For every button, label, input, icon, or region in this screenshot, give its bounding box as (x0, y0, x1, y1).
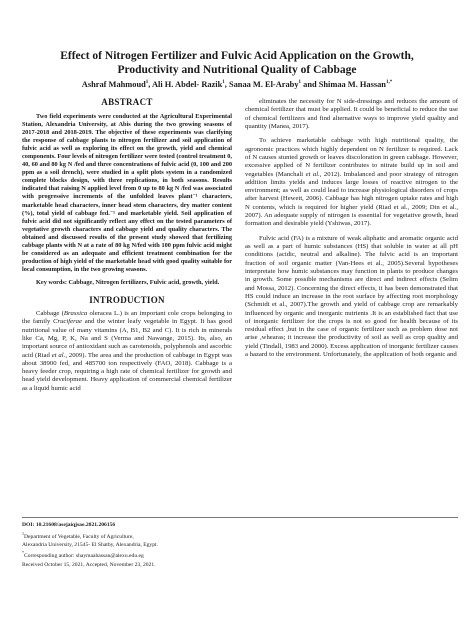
intro-text-3: and the winter leafy vegetable in Egypt. It has good nutritional value of many vitamins (A, B1, B2 and C). It is rich in minerals like Ca, Mg, P, K, Na and S (Verma and Nawange, 2015). Its, also, an important source of antioxidant such as carotenoids, polyphenols and ascorbic acid (Riad (22, 318, 232, 359)
abstract-text: Two field experiments were conducted at the Agricultural Experimental Station, Alexandria University, at Abis during the two growing seasons of 2017-2018 and 2018-2019. The objective of these experiments was clarifying the response of cabbage plants to nitrogen fertilizer and soil application of fulvic acid as well as exploring its effect on the growth, yield and chemical components. Four levels of nitrogen fertilizer were tested (control treatment 0, 40, 60 and 80 kg N /fed and three concentrations of fulvic acid (0, 100 and 200 ppm as a soil drench), were studied in a split plots system in a randomized complete blocks design, with three replications, in both seasons. Results indicated that raising N applied level from 0 up to 80 kg N /fed was associated with progressive increments of the unfolded leaves plant⁻¹ characters, marketable head characters, inner head stem characters, dry matter content (%), total yield of cabbage fed.⁻¹ and marketable yield. Soil application of fulvic acid did not significantly reflect any effect on the tested parameters of vegetative growth characters and cabbage yield and quality characters. The obtained and discussed results of the present study showed that fertilizing cabbage plants with N at a rate of 80 kg N/fed with 100 ppm fulvic acid might be considered as an adequate and efficient treatment combination for the production of high yield of the marketable head with good quality suitable for local consumption, in the two growing seasons. (22, 113, 232, 273)
right-p2-text-1: To achieve marketable cabbage with high nutritional quality, the agronomic practices which highly dependent on N fertilizer is required. Lack of N causes stunted growth or leaves discoloration in green cabbage. However, excessive applied of N fertilizer contributes to nitrate build up in soil and vegetables (Manchali (245, 137, 458, 178)
author-4: and Shimaa M. Hassan (301, 80, 386, 89)
keywords: Key words: Cabbage, Nitrogen fertilizers, Fulvic acid, growth, yield. (36, 278, 220, 286)
author-2-affiliation: 1 (222, 80, 225, 86)
author-4-affiliation: 1,* (385, 80, 393, 86)
affiliation-address: Alexandria University, 21545- El Shatby, Alexandria, Egypt. (22, 541, 158, 548)
author-2: , Ali H. Abdel- Razik (148, 80, 223, 89)
corresponding-author-text: Corresponding author: shaymaahassan@alexu.edu.eg (24, 553, 144, 560)
intro-italic-family: Cruciferae (53, 318, 82, 326)
introduction-heading: INTRODUCTION (89, 294, 165, 305)
footnote-divider (22, 517, 458, 518)
intro-text-2: oleracea L.) is an important cole crops belonging to the family (22, 309, 232, 326)
author-3: , Sanaa M. El-Araby (224, 80, 299, 89)
author-list (18, 80, 456, 89)
author-1: Ashraf Mahmoud (81, 80, 146, 89)
introduction-paragraph (22, 310, 232, 393)
left-column (22, 97, 232, 399)
paper-title (28, 49, 446, 77)
author-1-affiliation: 1 (145, 80, 149, 86)
title-line-2: Productivity and Nutritional Quality of Cabbage (117, 64, 357, 76)
intro-text-4: , 2009). The area and the production of cabbage in Egypt was about 38900 fed, and 485700 ton respectively (FAO, 2018). Cabbage is a heavy feeder crop, requiring a high rate of chemical fertilizer for growth and head yield development. Heavy application of commercial chemical fertilizer as a liquid humic acid (22, 351, 233, 392)
corresponding-author (22, 549, 322, 560)
footnotes (22, 521, 322, 569)
affiliation-department-text: Department of Vegetable, Faculty of Agriculture, (24, 533, 134, 540)
right-paragraph-3: Fulvic acid (FA) is a mixture of weak aliphatic and aromatic organic acid as well as a part of humic substances (HS) that soluble in water at all pH conditions (acidic, neutral and alkaline). The fulvic acid is an important fraction of soil organic matter (Van-Hees et al., 2005).Several hypotheses interpretate how humic substances may function in plants to produce changes in growth. Some possible mechanisms are direct and indirect effects (Selim and Mossa, 2012). Concerning the direct effects, it has been demonstrated that HS could induce an increase in the root surface by affecting root morphology (Schmidt et al., 2007).The growth and yield of cabbage crop are remarkably influenced by organic and inorganic nutrients .It is an established fact that use of inorganic fertilizer for the crops is not so good for health because of its residual effect ,but in the case of organic fertilizer such as problem dose not arise ,whearas; it increase the productivity of soil as well as crop quality and yield (Tindall, 1983 and 2000). Excess application of inorganic fertilizer causes a hazard to the environment. Unfortunately, the application of both organic and (245, 234, 458, 359)
right-paragraph-1: eliminates the necessity for N side-dressings and reduces the amount of chemical fertilizer that must be applied. It could be beneficial to reduce the use of chemical fertilizers and find alternative ways to improve yield quality and quantity (Manea, 2017). (245, 98, 458, 130)
doi: DOI: 10.21608/asejaiqjsae.2021.206156 (22, 522, 116, 528)
affiliation-department (22, 530, 322, 541)
intro-text-1: Cabbage ( (36, 309, 64, 317)
affiliation-marker: 1 (22, 530, 24, 536)
abstract-heading: ABSTRACT (101, 97, 153, 107)
corresponding-marker: * (22, 550, 24, 556)
title-line-1: Effect of Nitrogen Fertilizer and Fulvic Acid Application on the Growth, (60, 50, 414, 62)
right-p2-text-2: , 2012). Imbalanced and poor strategy of nitrogen addition limits yields and induces large losses of reactive nitrogen to the environment; as well as could lead to increase physiological disorders of crops after harvest (Hewett, 2006). Cabbage has high nitrogen uptake rates and high N contents, which is required for higher yield (Riad et al., 2009; Din et al., 2007). An adequate supply of nitrogen is essential for vegetative growth, head formation and desirable yield (Yshiwas, 2017). (245, 170, 458, 228)
intro-italic-etal: et al. (51, 351, 66, 359)
author-3-affiliation: 1 (298, 80, 302, 86)
intro-italic-genus: Brassica (63, 309, 88, 317)
right-column (245, 98, 458, 365)
right-p2-italic-etal: et al. (305, 170, 320, 178)
right-paragraph-2 (245, 137, 458, 228)
received-dates: Received October 15, 2021, Accepted, November 23, 2021. (22, 561, 156, 568)
